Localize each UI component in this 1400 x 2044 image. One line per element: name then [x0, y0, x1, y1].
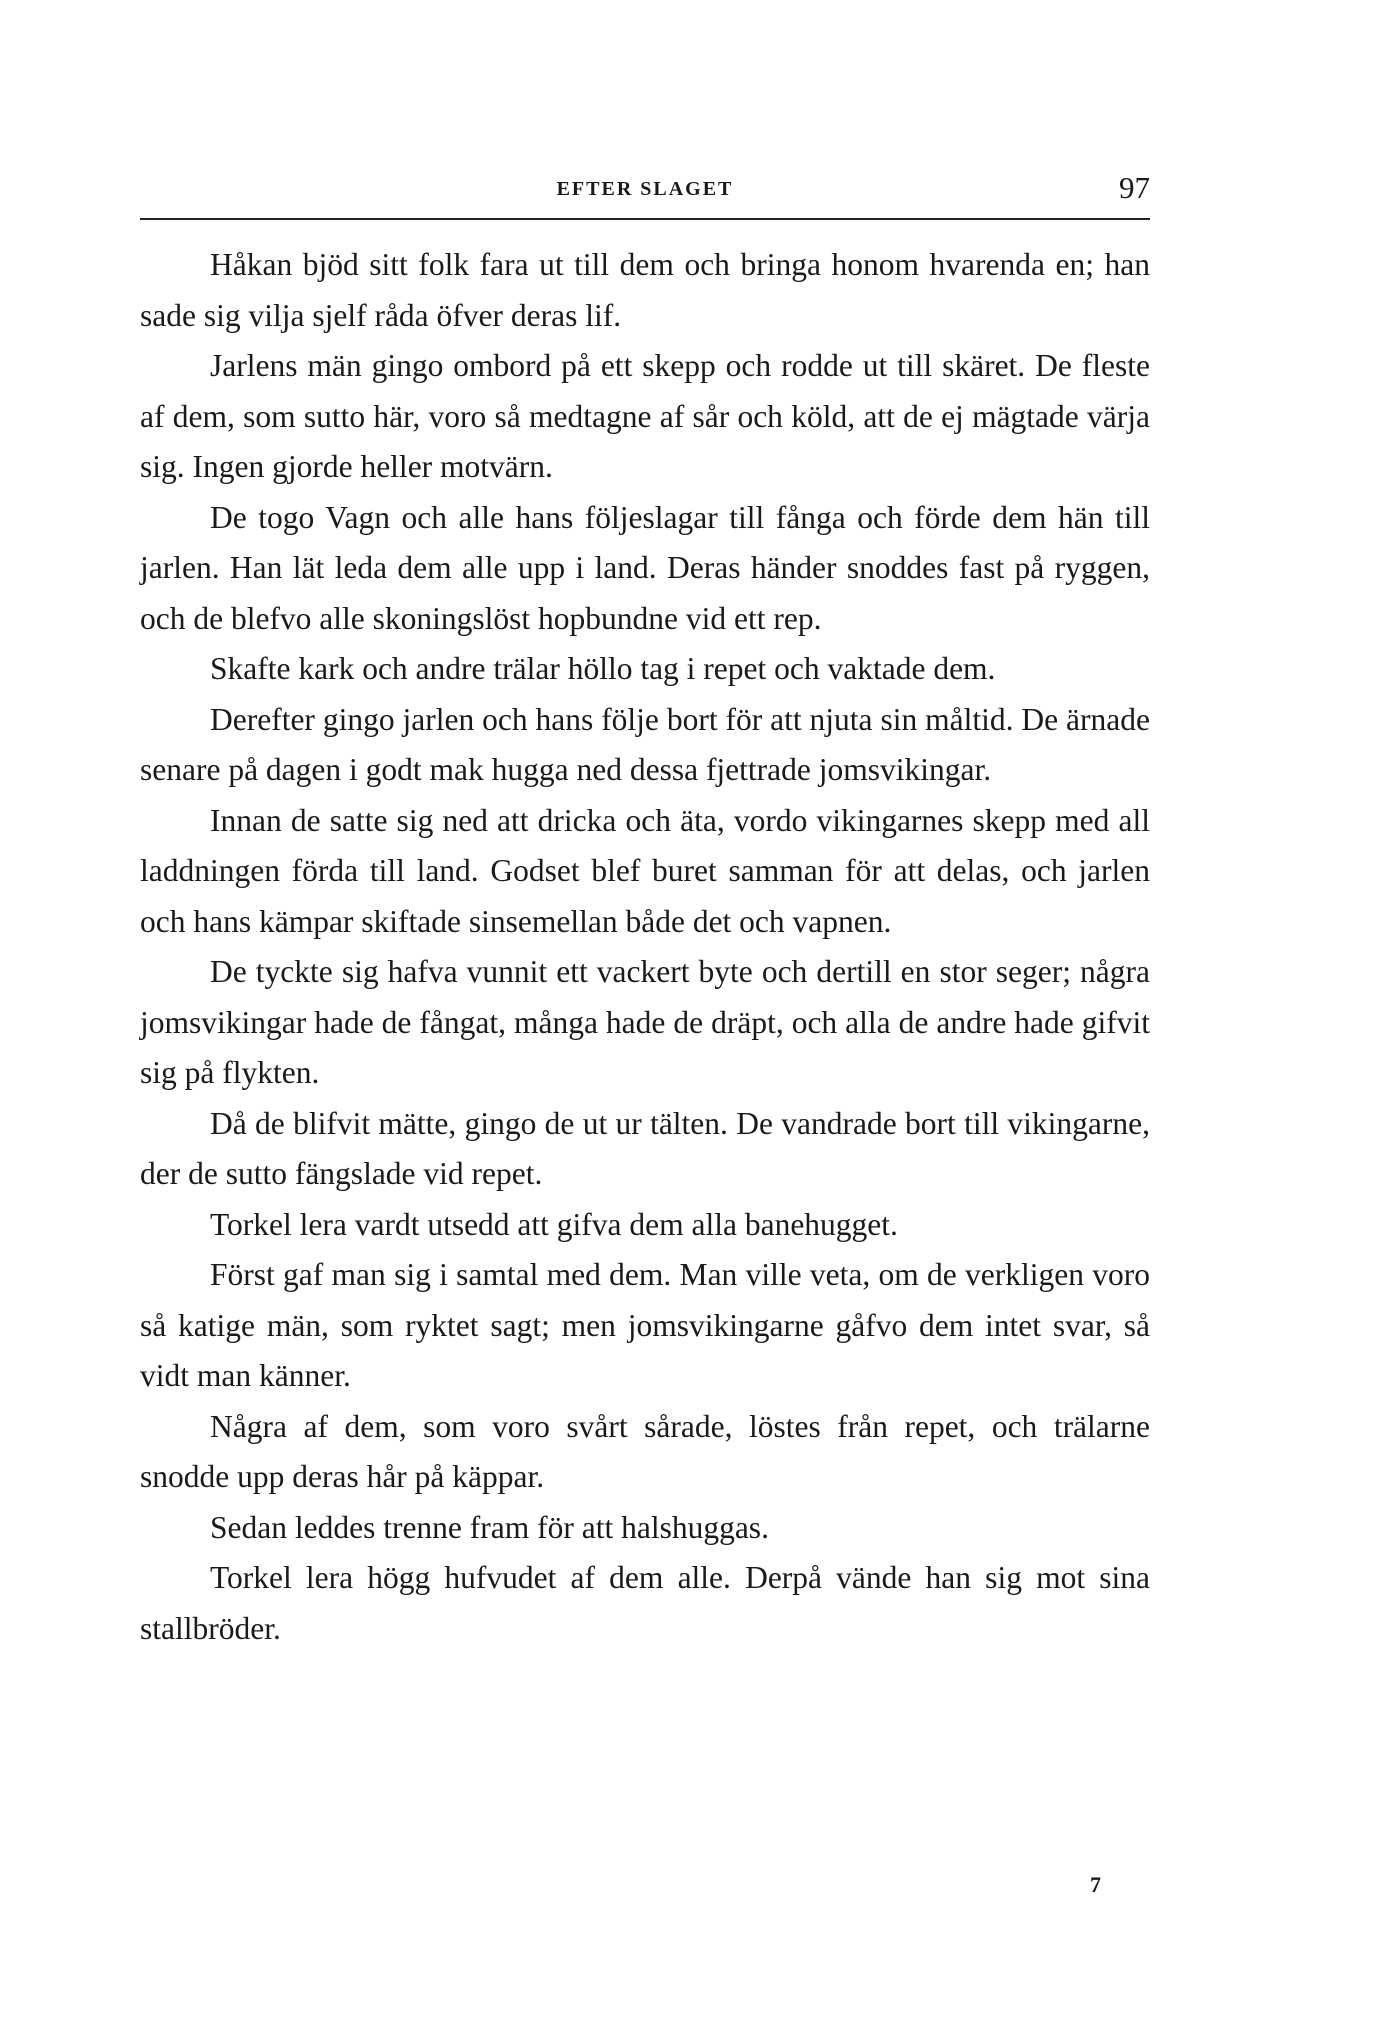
- paragraph: Torkel lera vardt utsedd att gifva dem alla banehugget.: [210, 1206, 898, 1242]
- header-rule: [140, 218, 1150, 220]
- running-header: [140, 170, 1150, 220]
- paragraph: Håkan bjöd sitt folk fara ut till dem och bringa honom hvarenda en; han sade sig vilja sjelf råda öfver deras lif.: [140, 247, 1150, 333]
- paragraph: Några af dem, som voro svårt sårade, löstes från repet, och trälarne snodde upp deras hår på käppar.: [140, 1408, 1150, 1494]
- running-title: EFTER SLAGET: [556, 178, 734, 200]
- paragraph: De togo Vagn och alle hans följeslagar till fånga och förde dem hän till jarlen. Han lät leda dem alle upp i land. Deras händer snoddes fast på ryggen, och de blefvo alle skoningslöst hopbundne vid ett rep.: [140, 499, 1150, 636]
- paragraph: Torkel lera högg hufvudet af dem alle. Derpå vände han sig mot sina stallbröder.: [140, 1560, 1150, 1646]
- paragraph: Skafte kark och andre trälar höllo tag i repet och vaktade dem.: [210, 651, 996, 686]
- signature-mark: 7: [1090, 1872, 1101, 1897]
- page-number: 97: [1119, 170, 1150, 205]
- body-text: [140, 240, 1150, 1654]
- paragraph: Derefter gingo jarlen och hans följe bort för att njuta sin måltid. De ärnade senare på dagen i godt mak hugga ned dessa fjettrade jomsvikingar.: [140, 701, 1150, 787]
- paragraph: De tyckte sig hafva vunnit ett vackert byte och dertill en stor seger; några jomsvikingar hade de fångat, många hade de dräpt, och alla de andre hade gifvit sig på flykten.: [140, 954, 1150, 1090]
- paragraph: Jarlens män gingo ombord på ett skepp och rodde ut till skäret. De fleste af dem, som sutto här, voro så medtagne af sår och köld, att de ej mägtade värja sig. Ingen gjorde heller motvärn.: [140, 348, 1150, 484]
- paragraph: Först gaf man sig i samtal med dem. Man ville veta, om de verkligen voro så katige män, som ryktet sagt; men jomsvikingarne gåfvo dem intet svar, så vidt man känner.: [140, 1257, 1150, 1393]
- paragraph: Sedan leddes trenne fram för att halshuggas.: [210, 1509, 769, 1545]
- paragraph: Då de blifvit mätte, gingo de ut ur tälten. De vandrade bort till vikingarne, der de sutto fängslade vid repet.: [140, 1105, 1150, 1191]
- paragraph: Innan de satte sig ned att dricka och äta, vordo vikingarnes skepp med all laddningen förda till land. Godset blef buret samman för att delas, och jarlen och hans kämpar skiftade sinsemellan både det och vapnen.: [140, 802, 1150, 939]
